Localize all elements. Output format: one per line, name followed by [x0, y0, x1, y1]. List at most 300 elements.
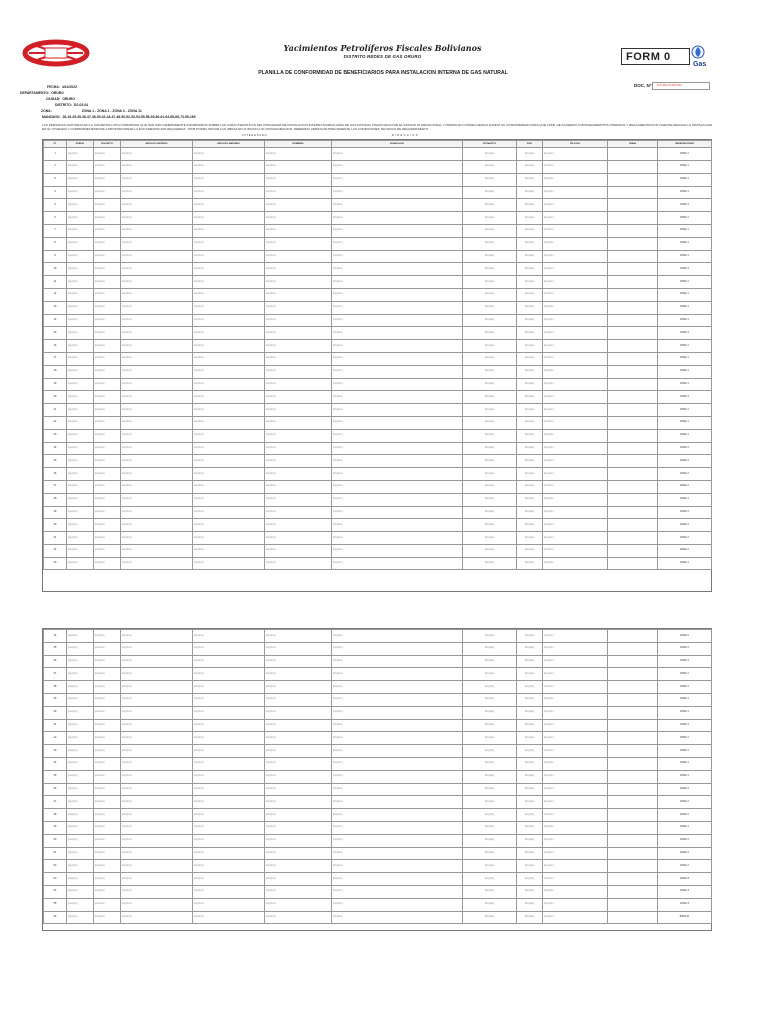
observations-cell: ZONA 1 — [658, 340, 712, 353]
table-row — [44, 301, 712, 314]
floor-code-cell: [illegible] — [94, 480, 121, 493]
street-address-cell: [illegible] — [332, 783, 463, 796]
signature-cell-cell[interactable] — [608, 860, 658, 873]
floor-code-cell: [illegible] — [94, 212, 121, 225]
address-number-cell: [illegible] — [463, 745, 517, 758]
property-code-cell: [illegible] — [67, 898, 94, 911]
signature-cell-cell[interactable] — [608, 455, 658, 468]
property-code-cell: [illegible] — [67, 429, 94, 442]
phone-number-cell: [illegible] — [543, 860, 608, 873]
street-address-cell: [illegible] — [332, 224, 463, 237]
maternal-surname-cell: [illegible] — [193, 693, 265, 706]
floor-cell: [illegible] — [517, 557, 543, 570]
address-number-cell: [illegible] — [463, 186, 517, 199]
paternal-surname-cell: [illegible] — [121, 391, 193, 404]
signature-cell-cell[interactable] — [608, 745, 658, 758]
table-row — [44, 148, 712, 161]
floor-code-cell: [illegible] — [94, 668, 121, 681]
row-number-cell: 16 — [44, 340, 67, 353]
floor-code-cell: [illegible] — [94, 442, 121, 455]
row-number-cell: 54 — [44, 885, 67, 898]
column-header-paternal-surname: APELLIDO PATERNO — [121, 141, 193, 148]
table-row — [44, 186, 712, 199]
street-address-cell: [illegible] — [332, 391, 463, 404]
column-header-maternal-surname: APELLIDO MATERNO — [193, 141, 265, 148]
address-number-cell: [illegible] — [463, 416, 517, 429]
maternal-surname-cell: [illegible] — [193, 148, 265, 161]
header-row — [44, 141, 712, 148]
maternal-surname-cell: [illegible] — [193, 630, 265, 643]
table-row — [44, 706, 712, 719]
address-number-cell: [illegible] — [463, 885, 517, 898]
signature-cell-cell[interactable] — [608, 391, 658, 404]
observations-cell: ZONA 1 — [658, 655, 712, 668]
floor-code-cell: [illegible] — [94, 732, 121, 745]
table-row — [44, 847, 712, 860]
phone-number-cell: [illegible] — [543, 455, 608, 468]
observations-cell: ZONA 1 — [658, 224, 712, 237]
department-label: DEPARTAMENTO: — [20, 91, 50, 95]
maternal-surname-cell: [illegible] — [193, 911, 265, 924]
address-number-cell: [illegible] — [463, 821, 517, 834]
signature-cell-cell[interactable] — [608, 655, 658, 668]
maternal-surname-cell: [illegible] — [193, 557, 265, 570]
address-number-cell: [illegible] — [463, 757, 517, 770]
property-code-cell: [illegible] — [67, 288, 94, 301]
property-code-cell: [illegible] — [67, 493, 94, 506]
paternal-surname-cell: [illegible] — [121, 796, 193, 809]
floor-code-cell: [illegible] — [94, 288, 121, 301]
paternal-surname-cell: [illegible] — [121, 493, 193, 506]
floor-code-cell: [illegible] — [94, 391, 121, 404]
signature-cell-cell[interactable] — [608, 199, 658, 212]
observations-cell: ZONA 3 — [658, 873, 712, 886]
observations-cell: ZONA 1 — [658, 365, 712, 378]
given-names-cell: [illegible] — [265, 468, 332, 481]
signature-cell-cell[interactable] — [608, 532, 658, 545]
phone-number-cell: [illegible] — [543, 186, 608, 199]
floor-code-cell: [illegible] — [94, 340, 121, 353]
zone-label: ZONA: — [41, 109, 52, 113]
given-names-cell: [illegible] — [265, 173, 332, 186]
observations-cell: ZONA 2 — [658, 493, 712, 506]
table-row — [44, 352, 712, 365]
table-row — [44, 391, 712, 404]
table-row — [44, 630, 712, 643]
table-row — [44, 873, 712, 886]
table-row — [44, 821, 712, 834]
phone-number-cell: [illegible] — [543, 911, 608, 924]
signature-cell-cell[interactable] — [608, 276, 658, 289]
row-number-cell: 17 — [44, 352, 67, 365]
street-address-cell: [illegible] — [332, 911, 463, 924]
observations-cell: ZONA 1 — [658, 391, 712, 404]
paternal-surname-cell: [illegible] — [121, 263, 193, 276]
phone-number-cell: [illegible] — [543, 544, 608, 557]
beneficiaries-table-lower — [42, 628, 712, 931]
phone-number-cell: [illegible] — [543, 681, 608, 694]
floor-code-cell: [illegible] — [94, 834, 121, 847]
document-number: PLN-FRC-03 DR-ORU — [657, 84, 683, 87]
signature-cell-cell[interactable] — [608, 796, 658, 809]
signature-cell-cell[interactable] — [608, 506, 658, 519]
paternal-surname-cell: [illegible] — [121, 442, 193, 455]
signature-cell-cell[interactable] — [608, 468, 658, 481]
signature-cell-cell[interactable] — [608, 352, 658, 365]
property-code-cell: [illegible] — [67, 199, 94, 212]
floor-cell: [illegible] — [517, 468, 543, 481]
row-number-cell: 23 — [44, 429, 67, 442]
given-names-cell: [illegible] — [265, 630, 332, 643]
maternal-surname-cell: [illegible] — [193, 770, 265, 783]
property-code-cell: [illegible] — [67, 873, 94, 886]
maternal-surname-cell: [illegible] — [193, 199, 265, 212]
signature-cell-cell[interactable] — [608, 732, 658, 745]
observations-cell: ZONA 2 — [658, 519, 712, 532]
phone-number-cell: [illegible] — [543, 796, 608, 809]
signature-cell-cell[interactable] — [608, 770, 658, 783]
paternal-surname-cell: [illegible] — [121, 532, 193, 545]
floor-cell: [illegible] — [517, 873, 543, 886]
floor-cell: [illegible] — [517, 745, 543, 758]
given-names-cell: [illegible] — [265, 770, 332, 783]
signature-cell-cell[interactable] — [608, 809, 658, 822]
address-number-cell: [illegible] — [463, 796, 517, 809]
floor-code-cell: [illegible] — [94, 378, 121, 391]
signature-cell-cell[interactable] — [608, 365, 658, 378]
signature-cell-cell[interactable] — [608, 668, 658, 681]
maternal-surname-cell: [illegible] — [193, 160, 265, 173]
address-number-cell: [illegible] — [463, 327, 517, 340]
property-code-cell: [illegible] — [67, 237, 94, 250]
phone-number-cell: [illegible] — [543, 493, 608, 506]
maternal-surname-cell: [illegible] — [193, 519, 265, 532]
signature-cell-cell[interactable] — [608, 429, 658, 442]
street-address-cell: [illegible] — [332, 160, 463, 173]
street-address-cell: [illegible] — [332, 455, 463, 468]
address-number-cell: [illegible] — [463, 250, 517, 263]
paternal-surname-cell: [illegible] — [121, 340, 193, 353]
paternal-surname-cell: [illegible] — [121, 212, 193, 225]
signature-cell-cell[interactable] — [608, 719, 658, 732]
address-number-cell: [illegible] — [463, 199, 517, 212]
table-row — [44, 834, 712, 847]
maternal-surname-cell: [illegible] — [193, 544, 265, 557]
column-header-given-names: NOMBRES — [265, 141, 332, 148]
signature-cell-cell[interactable] — [608, 186, 658, 199]
observations-cell: ZONA 1 — [658, 706, 712, 719]
property-code-cell: [illegible] — [67, 263, 94, 276]
maternal-surname-cell: [illegible] — [193, 745, 265, 758]
given-names-cell: [illegible] — [265, 719, 332, 732]
row-number-cell: 32 — [44, 544, 67, 557]
street-address-cell: [illegible] — [332, 416, 463, 429]
observations-cell: ZONA 2 — [658, 455, 712, 468]
address-number-cell: [illegible] — [463, 557, 517, 570]
floor-code-cell: [illegible] — [94, 416, 121, 429]
floor-code-cell: [illegible] — [94, 783, 121, 796]
signature-cell-cell[interactable] — [608, 898, 658, 911]
address-number-cell: [illegible] — [463, 668, 517, 681]
observations-cell: ZONA 1 — [658, 160, 712, 173]
signature-cell-cell[interactable] — [608, 493, 658, 506]
floor-cell: [illegible] — [517, 681, 543, 694]
row-number-cell: 53 — [44, 873, 67, 886]
column-header-row-number: Nº — [44, 141, 67, 148]
floor-cell: [illegible] — [517, 642, 543, 655]
paternal-surname-cell: [illegible] — [121, 557, 193, 570]
column-header-phone-number: TELF/CEL — [543, 141, 608, 148]
signature-cell-cell[interactable] — [608, 642, 658, 655]
signature-cell-cell[interactable] — [608, 160, 658, 173]
maternal-surname-cell: [illegible] — [193, 327, 265, 340]
department-row — [20, 91, 66, 95]
floor-cell: [illegible] — [517, 442, 543, 455]
street-address-cell: [illegible] — [332, 885, 463, 898]
row-number-cell: 2 — [44, 160, 67, 173]
street-address-cell: [illegible] — [332, 301, 463, 314]
signature-cell-cell[interactable] — [608, 911, 658, 924]
address-number-cell: [illegible] — [463, 148, 517, 161]
address-number-cell: [illegible] — [463, 455, 517, 468]
signature-cell-cell[interactable] — [608, 693, 658, 706]
row-number-cell: 19 — [44, 378, 67, 391]
street-address-cell: [illegible] — [332, 834, 463, 847]
floor-code-cell: [illegible] — [94, 557, 121, 570]
signature-cell-cell[interactable] — [608, 681, 658, 694]
signature-cell-cell[interactable] — [608, 148, 658, 161]
property-code-cell: [illegible] — [67, 352, 94, 365]
maternal-surname-cell: [illegible] — [193, 301, 265, 314]
district-row — [55, 103, 90, 107]
signature-cell-cell[interactable] — [608, 480, 658, 493]
phone-number-cell: [illegible] — [543, 416, 608, 429]
street-address-cell: [illegible] — [332, 288, 463, 301]
floor-cell: [illegible] — [517, 404, 543, 417]
confirmation-notice: LAS PERSONAS ANOTADAS EN LA SIGUIENTE LISTA CONFIRMAN QUE HAN SIDO DEBIDAMENTE INFORMADOS SOBRE LAS CARACTERISTICAS DEL PROGRAMA DE INSTALACION INTERNA DOMICILIARIA DE GAS NATURAL FINANCIADA POR EL ESTADO PLURINACIONAL Y FIRMAN EN CONSECUENCIA DANDO SU CONFORMIDAD PARA QUE YPFB, DE ACUERDO A PROCEDIMIENTOS INTERNOS Y REGLAMENTACION VIGENTE REALICE LA INSTALACION EN SU VIVIENDA Y COMPROMETIENDOSE A PROPORCIONAR LA DOCUMENTACION REQUERIDA. YPFB PODRA INICIAR LAS OBRAS EN FUNCION A SU PROGRAMACION, DEBIENDO VERIFICAR PREVIAMENTE LAS CONDICIONES TECNICAS DE REQUERIMIENTO. — [42, 123, 713, 131]
street-address-cell: [illegible] — [332, 719, 463, 732]
property-code-cell: [illegible] — [67, 404, 94, 417]
signature-cell-cell[interactable] — [608, 885, 658, 898]
phone-number-cell: [illegible] — [543, 199, 608, 212]
signature-cell-cell[interactable] — [608, 237, 658, 250]
floor-cell: [illegible] — [517, 770, 543, 783]
floor-code-cell: [illegible] — [94, 455, 121, 468]
street-address-cell: [illegible] — [332, 770, 463, 783]
signature-cell-cell[interactable] — [608, 288, 658, 301]
row-number-cell: 51 — [44, 847, 67, 860]
signature-cell-cell[interactable] — [608, 757, 658, 770]
given-names-cell: [illegible] — [265, 847, 332, 860]
signature-cell-cell[interactable] — [608, 834, 658, 847]
column-header-property-code: PREDIO — [67, 141, 94, 148]
signature-cell-cell[interactable] — [608, 314, 658, 327]
signature-cell-cell[interactable] — [608, 173, 658, 186]
street-address-cell: [illegible] — [332, 173, 463, 186]
given-names-cell: [illegible] — [265, 263, 332, 276]
address-number-cell: [illegible] — [463, 783, 517, 796]
observations-cell: ZONA 1 — [658, 378, 712, 391]
paternal-surname-cell: [illegible] — [121, 681, 193, 694]
maternal-surname-cell: [illegible] — [193, 847, 265, 860]
zone-value: ZONA 1 - ZONA 2 - ZONA 3 - ZONA 11 — [81, 109, 142, 113]
given-names-cell: [illegible] — [265, 429, 332, 442]
date-label: FECHA: — [47, 85, 60, 89]
address-number-cell: [illegible] — [463, 898, 517, 911]
street-address-cell: [illegible] — [332, 212, 463, 225]
property-code-cell: [illegible] — [67, 557, 94, 570]
maternal-surname-cell: [illegible] — [193, 757, 265, 770]
property-code-cell: [illegible] — [67, 480, 94, 493]
form-badge — [621, 48, 690, 65]
table-row — [44, 544, 712, 557]
phone-number-cell: [illegible] — [543, 532, 608, 545]
signature-cell-cell[interactable] — [608, 250, 658, 263]
table-row — [44, 809, 712, 822]
signature-cell-cell[interactable] — [608, 212, 658, 225]
floor-code-cell: [illegible] — [94, 642, 121, 655]
floor-code-cell: [illegible] — [94, 544, 121, 557]
observations-cell: ZONA 1 — [658, 314, 712, 327]
signature-cell-cell[interactable] — [608, 630, 658, 643]
floor-code-cell: [illegible] — [94, 237, 121, 250]
street-address-cell: [illegible] — [332, 655, 463, 668]
floor-cell: [illegible] — [517, 148, 543, 161]
observations-cell: ZONA 1 — [658, 693, 712, 706]
signature-cell-cell[interactable] — [608, 416, 658, 429]
floor-code-cell: [illegible] — [94, 160, 121, 173]
signature-cell-cell[interactable] — [608, 783, 658, 796]
maternal-surname-cell: [illegible] — [193, 834, 265, 847]
department-value: ORURO — [51, 91, 64, 95]
table-row — [44, 288, 712, 301]
street-address-cell: [illegible] — [332, 873, 463, 886]
signature-cell-cell[interactable] — [608, 404, 658, 417]
paternal-surname-cell: [illegible] — [121, 719, 193, 732]
signature-cell-cell[interactable] — [608, 706, 658, 719]
floor-cell: [illegible] — [517, 199, 543, 212]
block-value: 28-19-29-35-36-37-38-39-42-43-47-48-50-52-53-54-55-56-59-60-61-64-65-66-73-95-169 — [62, 115, 196, 119]
row-number-cell: 22 — [44, 416, 67, 429]
observations-cell: ZONA 1 — [658, 276, 712, 289]
signature-cell-cell[interactable] — [608, 378, 658, 391]
row-number-cell: 15 — [44, 327, 67, 340]
floor-cell: [illegible] — [517, 391, 543, 404]
given-names-cell: [illegible] — [265, 237, 332, 250]
paternal-surname-cell: [illegible] — [121, 642, 193, 655]
observations-cell: ZONA 1 — [658, 199, 712, 212]
maternal-surname-cell: [illegible] — [193, 493, 265, 506]
signature-cell-cell[interactable] — [608, 442, 658, 455]
address-number-cell: [illegible] — [463, 706, 517, 719]
observations-cell: ZONA 2 — [658, 544, 712, 557]
property-code-cell: [illegible] — [67, 468, 94, 481]
paternal-surname-cell: [illegible] — [121, 237, 193, 250]
street-address-cell: [illegible] — [332, 276, 463, 289]
table-row — [44, 719, 712, 732]
observations-cell: ZONA 2 — [658, 783, 712, 796]
beneficiaries-lower-grid — [43, 629, 712, 924]
row-number-cell: 44 — [44, 757, 67, 770]
table-row — [44, 327, 712, 340]
row-number-cell: 49 — [44, 821, 67, 834]
property-code-cell: [illegible] — [67, 506, 94, 519]
property-code-cell: [illegible] — [67, 809, 94, 822]
floor-code-cell: [illegible] — [94, 860, 121, 873]
paternal-surname-cell: [illegible] — [121, 288, 193, 301]
signature-cell-cell[interactable] — [608, 847, 658, 860]
property-code-cell: [illegible] — [67, 706, 94, 719]
maternal-surname-cell: [illegible] — [193, 352, 265, 365]
maternal-surname-cell: [illegible] — [193, 681, 265, 694]
observations-cell: ZONA 3 — [658, 885, 712, 898]
signature-cell-cell[interactable] — [608, 821, 658, 834]
phone-number-cell: [illegible] — [543, 263, 608, 276]
floor-code-cell: [illegible] — [94, 404, 121, 417]
given-names-cell: [illegible] — [265, 642, 332, 655]
paternal-surname-cell: [illegible] — [121, 757, 193, 770]
given-names-cell: [illegible] — [265, 557, 332, 570]
signature-cell-cell[interactable] — [608, 301, 658, 314]
paternal-surname-cell: [illegible] — [121, 250, 193, 263]
floor-cell: [illegible] — [517, 365, 543, 378]
signature-cell-cell[interactable] — [608, 557, 658, 570]
phone-number-cell: [illegible] — [543, 809, 608, 822]
date-value: 4/12/2022 — [61, 85, 77, 89]
signature-cell-cell[interactable] — [608, 873, 658, 886]
signature-cell-cell[interactable] — [608, 519, 658, 532]
signature-cell-cell[interactable] — [608, 340, 658, 353]
document-number-field[interactable] — [652, 82, 710, 90]
table-row — [44, 532, 712, 545]
observations-cell: ZONA 2 — [658, 642, 712, 655]
signature-cell-cell[interactable] — [608, 544, 658, 557]
address-number-cell: [illegible] — [463, 506, 517, 519]
floor-cell: [illegible] — [517, 668, 543, 681]
given-names-cell: [illegible] — [265, 250, 332, 263]
phone-number-cell: [illegible] — [543, 314, 608, 327]
property-code-cell: [illegible] — [67, 160, 94, 173]
signature-cell-cell[interactable] — [608, 263, 658, 276]
observations-cell: ZONA 1 — [658, 237, 712, 250]
paternal-surname-cell: [illegible] — [121, 506, 193, 519]
property-code-cell: [illegible] — [67, 173, 94, 186]
floor-code-cell: [illegible] — [94, 301, 121, 314]
signature-cell-cell[interactable] — [608, 327, 658, 340]
floor-cell: [illegible] — [517, 493, 543, 506]
maternal-surname-cell: [illegible] — [193, 288, 265, 301]
phone-number-cell: [illegible] — [543, 442, 608, 455]
street-address-cell: [illegible] — [332, 532, 463, 545]
floor-cell: [illegible] — [517, 455, 543, 468]
observations-cell: ZONA 1 — [658, 301, 712, 314]
paternal-surname-cell: [illegible] — [121, 276, 193, 289]
given-names-cell: [illegible] — [265, 288, 332, 301]
paternal-surname-cell: [illegible] — [121, 224, 193, 237]
row-number-cell: 1 — [44, 148, 67, 161]
table-row — [44, 480, 712, 493]
signature-cell-cell[interactable] — [608, 224, 658, 237]
paternal-surname-cell: [illegible] — [121, 860, 193, 873]
floor-cell: [illegible] — [517, 506, 543, 519]
property-code-cell: [illegible] — [67, 681, 94, 694]
phone-number-cell: [illegible] — [543, 732, 608, 745]
paternal-surname-cell: [illegible] — [121, 544, 193, 557]
row-number-cell: 30 — [44, 519, 67, 532]
maternal-surname-cell: [illegible] — [193, 442, 265, 455]
street-address-cell: [illegible] — [332, 681, 463, 694]
property-code-cell: [illegible] — [67, 276, 94, 289]
